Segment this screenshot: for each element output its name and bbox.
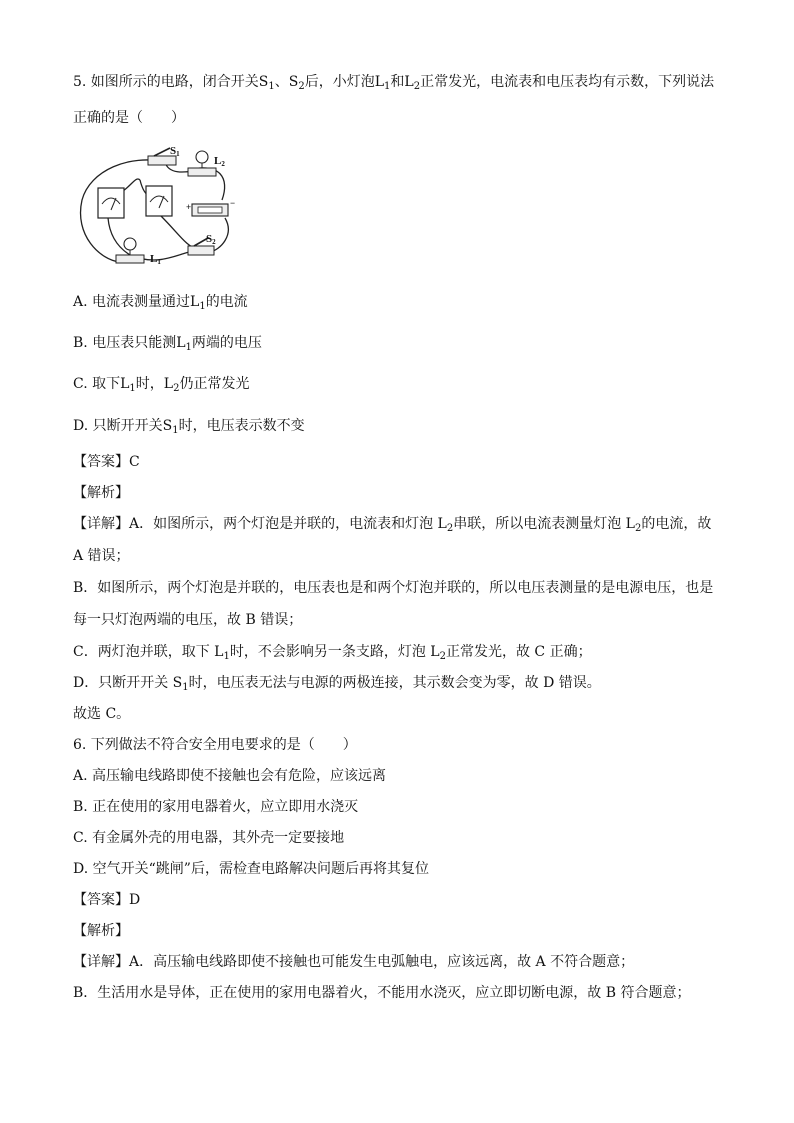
q5-stem-line1: 5. 如图所示的电路，闭合开关$S_1$、$S_2$后，小灯泡$L_1$和$L_2$正常发光，电流表和电压表均有示数，下列说法 bbox=[73, 74, 715, 92]
voltmeter bbox=[146, 186, 172, 216]
label-plus: + bbox=[186, 202, 192, 212]
q5-option-b: B. 电压表只能测$L_1$两端的电压 bbox=[73, 335, 262, 353]
q5-stem-line2: 正确的是（ ） bbox=[73, 110, 185, 126]
ammeter bbox=[98, 188, 124, 218]
q5-detail-line5: C．两灯泡并联，取下 $L_1$时，不会影响另一条支路，灯泡 $L_2$正常发光，故 C 正确； bbox=[73, 644, 592, 662]
q6-option-c: C. 有金属外壳的用电器，其外壳一定要接地 bbox=[73, 830, 345, 846]
q6-analysis-heading: 【解析】 bbox=[73, 923, 129, 939]
label-s1: S1 bbox=[170, 145, 180, 158]
bulb-l2 bbox=[188, 151, 216, 176]
q5-option-a: A. 电流表测量通过$L_1$的电流 bbox=[73, 294, 248, 312]
q6-answer: 【答案】D bbox=[73, 892, 141, 908]
q5-detail-line6: D．只断开开关 $S_1$时，电压表无法与电源的两极连接，其示数会变为零，故 D 错误。 bbox=[73, 675, 601, 693]
q6-detail-line2: B．生活用水是导体，正在使用的家用电器着火，不能用水浇灭，应立即切断电源，故 B 符合题意； bbox=[73, 985, 691, 1001]
q6-option-a: A. 高压输电线路即使不接触也会有危险，应该远离 bbox=[73, 768, 387, 784]
q5-option-c: C. 取下$L_1$时，$L_2$仍正常发光 bbox=[73, 376, 250, 394]
bulb-l1 bbox=[116, 238, 144, 263]
label-l2: L2 bbox=[214, 155, 225, 168]
q5-analysis-heading: 【解析】 bbox=[73, 485, 129, 501]
q5-detail-line7: 故选 C。 bbox=[73, 706, 131, 722]
q5-option-d: D. 只断开开关$S_1$时，电压表示数不变 bbox=[73, 418, 305, 436]
q5-detail-line1: 【详解】A．如图所示，两个灯泡是并联的，电流表和灯泡 $L_2$串联，所以电流表测量灯泡 $L_2$的电流，故 bbox=[73, 516, 712, 534]
label-minus: − bbox=[230, 198, 236, 208]
q6-detail-line1: 【详解】A．高压输电线路即使不接触也可能发生电弧触电，应该远离，故 A 不符合题意； bbox=[73, 954, 635, 970]
q6-option-b: B. 正在使用的家用电器着火，应立即用水浇灭 bbox=[73, 799, 359, 815]
label-s2: S2 bbox=[206, 233, 216, 246]
q6-stem: 6. 下列做法不符合安全用电要求的是（ ） bbox=[73, 737, 357, 753]
battery bbox=[192, 204, 228, 216]
q5-answer: 【答案】C bbox=[73, 454, 140, 470]
q5-detail-line4: 每一只灯泡两端的电压，故 B 错误； bbox=[73, 612, 303, 628]
q6-option-d: D. 空气开关“跳闸”后，需检查电路解决问题后再将其复位 bbox=[73, 861, 429, 877]
q5-detail-line2: A 错误； bbox=[73, 548, 130, 564]
label-l1: L1 bbox=[150, 253, 161, 266]
q5-detail-line3: B．如图所示，两个灯泡是并联的，电压表也是和两个灯泡并联的，所以电压表测量的是电源电压，也是 bbox=[73, 580, 714, 596]
circuit-diagram bbox=[70, 140, 250, 272]
